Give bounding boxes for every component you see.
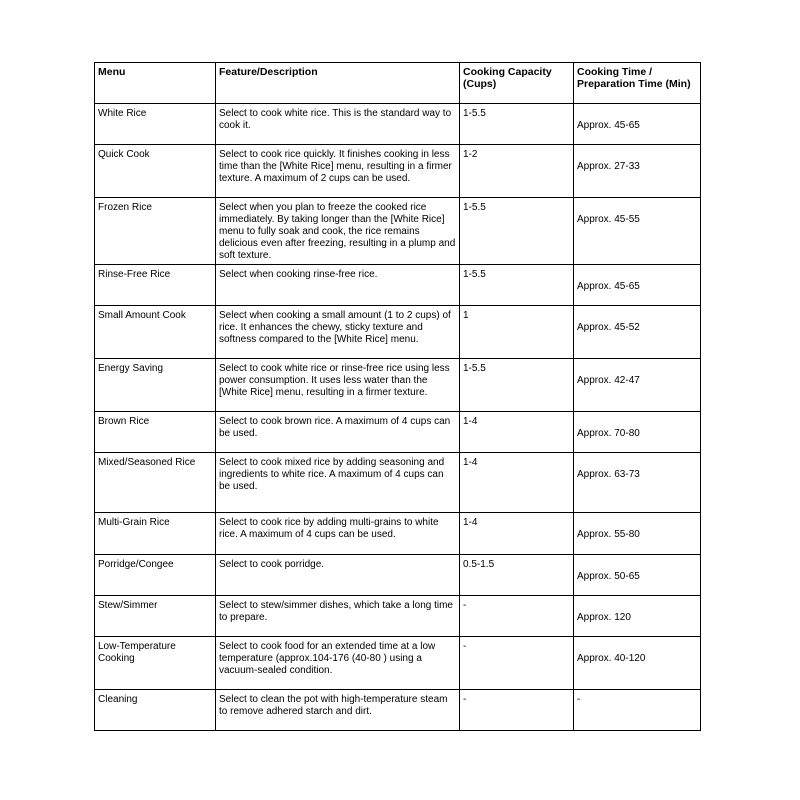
table-row bbox=[95, 555, 701, 596]
menu-cell: Cleaning bbox=[95, 690, 216, 731]
time-cell: Approx. 63-73 bbox=[574, 453, 701, 513]
description-cell: Select to cook food for an extended time at a low temperature (approx.104-176 (40-80 ) using a vacuum-sealed condition. bbox=[216, 637, 460, 690]
description-cell: Select to cook brown rice. A maximum of 4 cups can be used. bbox=[216, 412, 460, 453]
time-cell: Approx. 120 bbox=[574, 596, 701, 637]
menu-cell: White Rice bbox=[95, 104, 216, 145]
time-cell: Approx. 40-120 bbox=[574, 637, 701, 690]
table-row bbox=[95, 198, 701, 265]
header-time: Cooking Time / Preparation Time (Min) bbox=[574, 63, 701, 104]
table-row bbox=[95, 412, 701, 453]
time-cell: Approx. 42-47 bbox=[574, 359, 701, 412]
menu-cell: Frozen Rice bbox=[95, 198, 216, 265]
time-cell: Approx. 45-65 bbox=[574, 265, 701, 306]
capacity-cell: 1-5.5 bbox=[460, 359, 574, 412]
capacity-cell: 1-5.5 bbox=[460, 265, 574, 306]
capacity-cell: 1-4 bbox=[460, 513, 574, 555]
menu-cell: Energy Saving bbox=[95, 359, 216, 412]
description-cell: Select to cook white rice or rinse-free rice using less power consumption. It uses less water than the [White Rice] menu, resulting in a firmer texture. bbox=[216, 359, 460, 412]
capacity-cell: 0.5-1.5 bbox=[460, 555, 574, 596]
time-cell: Approx. 55-80 bbox=[574, 513, 701, 555]
menu-cell: Rinse-Free Rice bbox=[95, 265, 216, 306]
menu-cell: Brown Rice bbox=[95, 412, 216, 453]
time-cell: Approx. 45-55 bbox=[574, 198, 701, 265]
table-row bbox=[95, 453, 701, 513]
menu-cell: Porridge/Congee bbox=[95, 555, 216, 596]
table-row bbox=[95, 145, 701, 198]
time-cell: Approx. 50-65 bbox=[574, 555, 701, 596]
description-cell: Select when cooking rinse-free rice. bbox=[216, 265, 460, 306]
header-capacity: Cooking Capacity (Cups) bbox=[460, 63, 574, 104]
time-cell: Approx. 27-33 bbox=[574, 145, 701, 198]
time-cell: Approx. 45-65 bbox=[574, 104, 701, 145]
capacity-cell: 1-5.5 bbox=[460, 104, 574, 145]
table-row bbox=[95, 690, 701, 731]
description-cell: Select to cook porridge. bbox=[216, 555, 460, 596]
menu-cell: Mixed/Seasoned Rice bbox=[95, 453, 216, 513]
header-description: Feature/Description bbox=[216, 63, 460, 104]
menu-table bbox=[94, 62, 701, 731]
time-cell: - bbox=[574, 690, 701, 731]
capacity-cell: 1-5.5 bbox=[460, 198, 574, 265]
menu-cell: Stew/Simmer bbox=[95, 596, 216, 637]
menu-cell: Multi-Grain Rice bbox=[95, 513, 216, 555]
table-row bbox=[95, 265, 701, 306]
capacity-cell: - bbox=[460, 637, 574, 690]
capacity-cell: 1 bbox=[460, 306, 574, 359]
time-cell: Approx. 45-52 bbox=[574, 306, 701, 359]
description-cell: Select when you plan to freeze the cooked rice immediately. By taking longer than the [White Rice] menu to fully soak and cook, the rice remains delicious even after freezing, resulting in a plump and soft texture. bbox=[216, 198, 460, 265]
table-row bbox=[95, 306, 701, 359]
description-cell: Select to clean the pot with high-temperature steam to remove adhered starch and dirt. bbox=[216, 690, 460, 731]
menu-cell: Quick Cook bbox=[95, 145, 216, 198]
capacity-cell: 1-4 bbox=[460, 412, 574, 453]
description-cell: Select to stew/simmer dishes, which take a long time to prepare. bbox=[216, 596, 460, 637]
table-row bbox=[95, 513, 701, 555]
menu-cell: Small Amount Cook bbox=[95, 306, 216, 359]
description-cell: Select to cook mixed rice by adding seasoning and ingredients to white rice. A maximum of 4 cups can be used. bbox=[216, 453, 460, 513]
capacity-cell: 1-4 bbox=[460, 453, 574, 513]
description-cell: Select to cook rice by adding multi-grains to white rice. A maximum of 4 cups can be used. bbox=[216, 513, 460, 555]
description-cell: Select when cooking a small amount (1 to 2 cups) of rice. It enhances the chewy, sticky texture and softness compared to the [White Rice] menu. bbox=[216, 306, 460, 359]
table-row bbox=[95, 637, 701, 690]
time-cell: Approx. 70-80 bbox=[574, 412, 701, 453]
description-cell: Select to cook white rice. This is the standard way to cook it. bbox=[216, 104, 460, 145]
capacity-cell: - bbox=[460, 596, 574, 637]
header-row bbox=[95, 63, 701, 104]
header-menu: Menu bbox=[95, 63, 216, 104]
capacity-cell: - bbox=[460, 690, 574, 731]
menu-cell: Low-Temperature Cooking bbox=[95, 637, 216, 690]
table-row bbox=[95, 104, 701, 145]
description-cell: Select to cook rice quickly. It finishes cooking in less time than the [White Rice] menu, resulting in a firmer texture. A maximum of 2 cups can be used. bbox=[216, 145, 460, 198]
table-row bbox=[95, 596, 701, 637]
capacity-cell: 1-2 bbox=[460, 145, 574, 198]
table-row bbox=[95, 359, 701, 412]
